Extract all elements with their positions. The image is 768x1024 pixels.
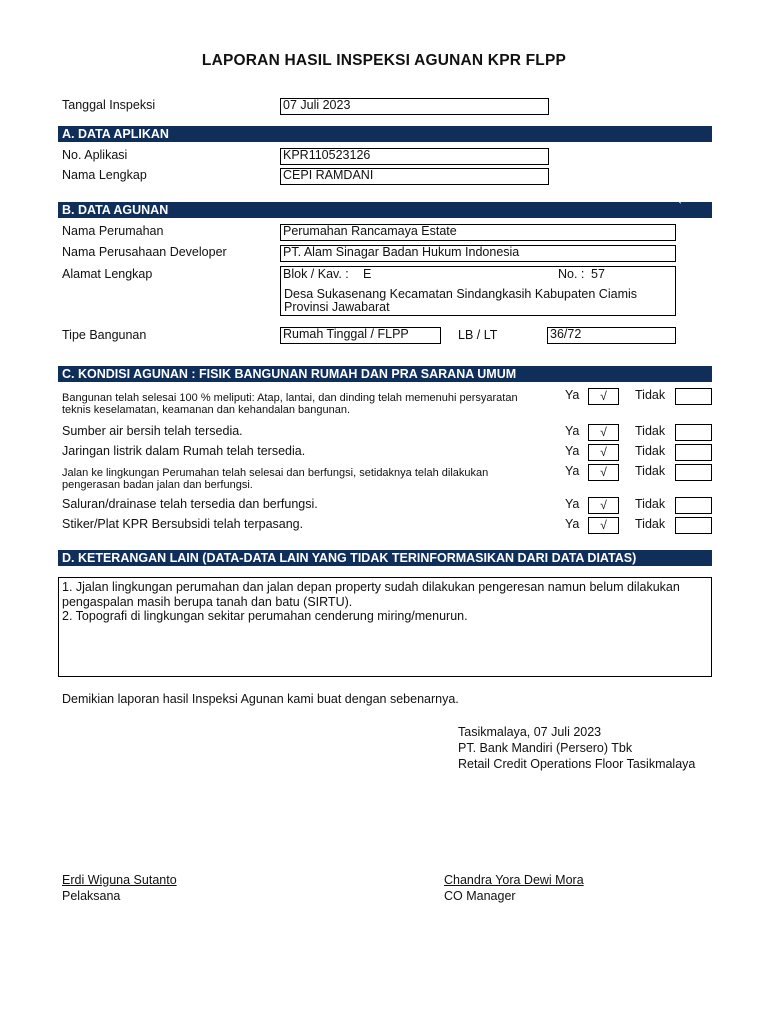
nama-perumahan-field[interactable]: Perumahan Rancamaya Estate	[280, 224, 676, 241]
kondisi-item-text: Jaringan listrik dalam Rumah telah tersedia.	[62, 444, 306, 458]
ya-label: Ya	[565, 424, 580, 438]
tidak-checkbox[interactable]	[675, 388, 712, 405]
lb-lt-label: LB / LT	[458, 328, 498, 342]
nama-perumahan-label: Nama Perumahan	[62, 224, 164, 238]
ya-label: Ya	[565, 497, 580, 511]
ya-label: Ya	[565, 444, 580, 458]
tidak-label: Tidak	[635, 424, 666, 438]
signer-left-name: Erdi Wiguna Sutanto	[62, 873, 177, 887]
tidak-checkbox[interactable]	[675, 497, 712, 514]
ya-label: Ya	[565, 517, 580, 531]
blok-label: Blok / Kav. :	[283, 267, 349, 281]
no-aplikasi-label: No. Aplikasi	[62, 148, 128, 162]
ya-label: Ya	[565, 388, 580, 402]
tidak-label: Tidak	[635, 388, 666, 402]
alamat-line2: Provinsi Jawabarat	[284, 300, 390, 314]
ya-checkbox[interactable]: √	[588, 424, 619, 441]
place-date: Tasikmalaya, 07 Juli 2023	[458, 725, 602, 739]
alamat-field[interactable]	[280, 266, 676, 316]
ya-checkbox[interactable]: √	[588, 444, 619, 461]
section-b-header	[58, 202, 712, 218]
tanggal-label: Tanggal Inspeksi	[62, 98, 156, 112]
alamat-line1: Desa Sukasenang Kecamatan Sindangkasih Kabupaten Ciamis	[284, 287, 638, 301]
ya-label: Ya	[565, 464, 580, 478]
keterangan-line: 2. Topografi di lingkungan sekitar perumahan cenderung miring/menurun.	[62, 609, 468, 623]
tidak-checkbox[interactable]	[675, 464, 712, 481]
tidak-checkbox[interactable]	[675, 444, 712, 461]
tidak-label: Tidak	[635, 464, 666, 478]
nama-lengkap-field[interactable]: CEPI RAMDANI	[280, 168, 549, 185]
kondisi-item-text: Jalan ke lingkungan Perumahan telah selesai dan berfungsi, setidaknya telah dilakukan pengerasan badan jalan dan berfungsi.	[62, 467, 489, 491]
tipe-bangunan-field[interactable]: Rumah Tinggal / FLPP	[280, 327, 441, 344]
keterangan-line: pengaspalan masih berupa tanah dan batu (SIRTU).	[62, 594, 353, 609]
blok-value: E	[363, 267, 372, 281]
tanggal-field[interactable]: 07 Juli 2023	[280, 98, 549, 115]
section-c-header: C. KONDISI AGUNAN : FISIK BANGUNAN RUMAH DAN PRA SARANA UMUM	[58, 366, 712, 382]
alamat-no-label: No. :	[558, 267, 585, 281]
tidak-checkbox[interactable]	[675, 517, 712, 534]
tidak-label: Tidak	[635, 517, 666, 531]
kondisi-item-text: Bangunan telah selesai 100 % meliputi: Atap, lantai, dan dinding telah memenuhi persyaratan teknis keselamatan, keamanan dan kehandalan bangunan.	[62, 392, 518, 416]
tidak-checkbox[interactable]	[675, 424, 712, 441]
ya-checkbox[interactable]: √	[588, 497, 619, 514]
no-aplikasi-field[interactable]: KPR110523126	[280, 148, 549, 165]
signer-left-role: Pelaksana	[62, 889, 121, 903]
kondisi-item-text: Sumber air bersih telah tersedia.	[62, 424, 243, 438]
developer-label: Nama Perusahaan Developer	[62, 245, 227, 259]
kondisi-item-text: Stiker/Plat KPR Bersubsidi telah terpasang.	[62, 517, 304, 531]
unit-name: Retail Credit Operations Floor Tasikmalaya	[458, 757, 696, 771]
ya-checkbox[interactable]: √	[588, 388, 619, 405]
kondisi-item-text: Saluran/drainase telah tersedia dan berfungsi.	[62, 497, 318, 511]
section-a-header: A. DATA APLIKAN	[58, 126, 712, 142]
keterangan-box[interactable]	[58, 577, 712, 677]
section-b-title: B. DATA AGUNAN	[62, 203, 169, 217]
report-title: LAPORAN HASIL INSPEKSI AGUNAN KPR FLPP	[201, 52, 567, 69]
ya-checkbox[interactable]: √	[588, 464, 619, 481]
alamat-no-value: 57	[591, 267, 605, 281]
bank-name: PT. Bank Mandiri (Persero) Tbk	[458, 741, 633, 755]
signer-right-name: Chandra Yora Dewi Mora	[444, 873, 584, 887]
lb-lt-field[interactable]: 36/72	[547, 327, 676, 344]
alamat-label: Alamat Lengkap	[62, 267, 153, 281]
tipe-bangunan-label: Tipe Bangunan	[62, 328, 147, 342]
keterangan-line: 1. Jjalan lingkungan perumahan dan jalan depan property sudah dilakukan pengeresan namun belum dilakukan	[62, 580, 680, 594]
section-d-header: D. KETERANGAN LAIN (DATA-DATA LAIN YANG TIDAK TERINFORMASIKAN DARI DATA DIATAS)	[58, 550, 712, 566]
closing-statement: Demikian laporan hasil Inspeksi Agunan kami buat dengan sebenarnya.	[62, 692, 459, 706]
section-b-mark: `	[677, 202, 682, 214]
developer-field[interactable]: PT. Alam Sinagar Badan Hukum Indonesia	[280, 245, 676, 262]
nama-lengkap-label: Nama Lengkap	[62, 168, 147, 182]
signer-right-role: CO Manager	[444, 889, 516, 903]
tidak-label: Tidak	[635, 497, 666, 511]
tidak-label: Tidak	[635, 444, 666, 458]
ya-checkbox[interactable]: √	[588, 517, 619, 534]
